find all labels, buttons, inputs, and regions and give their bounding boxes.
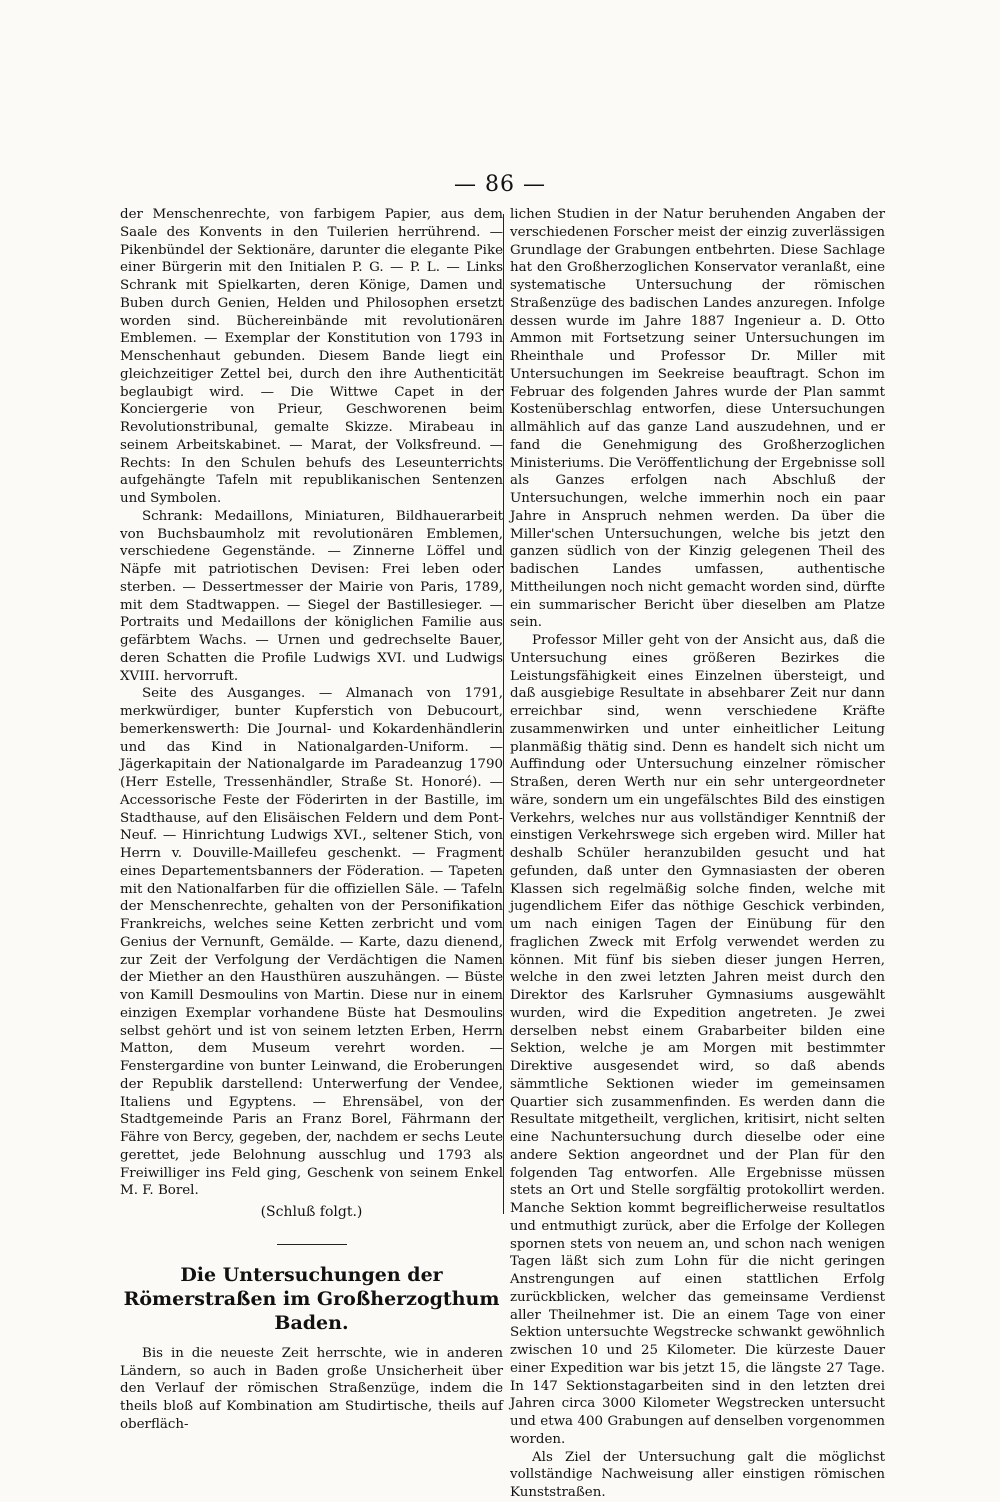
continued-note: (Schluß folgt.)	[260, 1204, 363, 1220]
left-paragraph-3: Seite des Ausganges. — Almanach von 1791, merkwürdiger, bunter Kupferstich von Debucourt, bemerkenswerth: Die Journal- und Kokardenhändlerin und das Kind in Nationalgarden-Uniform. — Jägerkapitain der Nationalgarde im Paradeanzug 1790 (Herr Estelle, Tressenhändler, Straße St. Honoré). — Accessorische Feste der Föderirten in der Bastille, im Stadthause, auf den Elisäischen Feldern und dem Pont-Neuf. — Hinrichtung Ludwigs XVI., seltener Stich, von Herrn v. Douville-Maillefeu geschenkt. — Fragment eines Departementsbanners der Föderation. — Tapeten mit den Nationalfarben für die offiziellen Säle. — Tafeln der Menschenrechte, gehalten von der Personifikation Frankreichs, welches seine Ketten zerbricht und vom Genius der Vernunft, Gemälde. — Karte, dazu dienend, zur Zeit der Verfolgung der Verdächtigen die Namen der Miether an den Hausthüren auszuhängen. — Büste von Kamill Desmoulins von Martin. Diese nur in einem einzigen Exemplar vorhandene Büste hat Desmoulins selbst gehört und ist von seinem letzten Erben, Herrn Matton, dem Museum verehrt worden. — Fenstergardine von bunter Leinwand, die Eroberungen der Republik darstellend: Unterwerfung der Vendee, Italiens und Egyptens. — Ehrensäbel, von der Stadtgemeinde Paris an Franz Borel, Fährmann der Fähre von Bercy, gegeben, der, nachdem er sechs Leute gerettet, jede Belohnung ausschlug und 1793 als Freiwilliger ins Feld ging, Geschenk von seinem Enkel M. F. Borel.	[120, 686, 503, 1199]
right-paragraph-1: lichen Studien in der Natur beruhenden Angaben der verschiedenen Forscher meist der einzig zuverlässigen Grundlage der Grabungen entbehrten. Diese Sachlage hat den Großherzoglichen Konservator veranlaßt, eine systematische Untersuchung der römischen Straßenzüge des badischen Landes anzuregen. Infolge dessen wurde im Jahre 1887 Ingenieur a. D. Otto Ammon mit Fortsetzung seiner Untersuchungen im Rheinthale und Professor Dr. Miller mit Untersuchungen im Seekreise beauftragt. Schon im Februar des folgenden Jahres wurde der Plan sammt Kostenüberschlag entworfen, diese Untersuchungen allmählich auf das ganze Land auszudehnen, und er fand die Genehmigung des Großherzoglichen Ministeriums. Die Veröffentlichung der Ergebnisse soll als Ganzes erfolgen nach Abschluß der Untersuchungen, welche immerhin noch ein paar Jahre in Anspruch nehmen werden. Da über die Miller'schen Untersuchungen, welche bis jetzt den ganzen südlich von der Kinzig gelegenen Theil des badischen Landes umfassen, authentische Mittheilungen noch nicht gemacht worden sind, dürfte ein summarischer Bericht über dieselben am Platze sein.	[510, 207, 885, 631]
left-paragraph-2: Schrank: Medaillons, Miniaturen, Bildhauerarbeit von Buchsbaumholz mit revolutionären Emblemen, verschiedene Gegenstände. — Zinnerne Löffel und Näpfe mit patriotischen Devisen: Frei leben oder sterben. — Dessertmesser der Mairie von Paris, 1789, mit dem Stadtwappen. — Siegel der Bastillesieger. — Portraits und Medaillons der königlichen Familie aus gefärbtem Wachs. — Urnen und gedrechselte Bauer, deren Schatten die Profile Ludwigs XVI. und Ludwigs XVIII. hervorruft.	[120, 508, 503, 684]
section-divider	[277, 1244, 347, 1245]
right-paragraph-2: Professor Miller geht von der Ansicht aus, daß die Untersuchung eines größeren Bezirkes die Leistungsfähigkeit eines Einzelnen übersteigt, und daß ausgiebige Resultate in absehbarer Zeit nur dann erreichbar sind, wenn verschiedene Kräfte zusammenwirken und unter einheitlicher Leitung planmäßig thätig sind. Denn es handelt sich nicht um Auffindung oder Untersuchung einzelner römischer Straßen, deren Werth nur ein sehr untergeordneter wäre, sondern um ein ungefälschtes Bild des einstigen Verkehrs, welches nur aus vollständiger Kenntniß der einstigen Verkehrswege sich ergeben wird. Miller hat deshalb Schüler heranzubilden gesucht und hat gefunden, daß unter den Gymnasiasten der oberen Klassen sich regelmäßig solche finden, welche mit jugendlichem Eifer das nöthige Geschick verbinden, um nach einigen Tagen der Einübung für den fraglichen Zweck mit Erfolg verwendet werden zu können. Mit fünf bis sieben dieser jungen Herren, welche in den zwei letzten Jahren meist durch den Direktor des Karlsruher Gymnasiums ausgewählt wurden, wird die Expedition angetreten. Je zwei derselben nebst einem Grabarbeiter bilden eine Sektion, welche je am Morgen mit bestimmter Direktive ausgesendet wird, so daß abends sämmtliche Sektionen wieder im gemeinsamen Quartier sich zusammenfinden. Es werden dann die Resultate mitgetheilt, verglichen, kritisirt, nicht selten eine Nachuntersuchung durch dieselbe oder eine andere Sektion angeordnet und der Plan für den folgenden Tag entworfen. Alle Ergebnisse müssen stets an Ort und Stelle sorgfältig protokollirt werden. Manche Sektion kommt begreiflicherweise resultatlos und entmuthigt zurück, aber die Erfolge der Kollegen spornen stets von neuem an, und schon nach wenigen Tagen läßt sich zum Lohn für die nicht geringen Anstrengungen auf einen stattlichen Erfolg zurückblicken, welcher das gemeinsame Verdienst aller Theilnehmer ist. Die an einem Tage von einer Sektion untersuchte Wegstrecke schwankt gewöhnlich zwischen 10 und 25 Kilometer. Die kürzeste Dauer einer Expedition war bis jetzt 15, die längste 27 Tage. In 147 Sektionstagarbeiten sind in den letzten drei Jahren circa 3000 Kilometer Wegstrecken untersucht und etwa 400 Grabungen auf denselben vorgenommen worden.	[510, 633, 885, 1447]
article-title: Die Untersuchungen der Römerstraßen im Großherzogthum Baden.	[123, 1263, 500, 1334]
right-paragraph-3: Als Ziel der Untersuchung galt die möglichst vollständige Nachweisung aller einstigen römischen Kunststraßen.	[510, 1449, 885, 1500]
column-rule	[503, 214, 504, 1214]
left-column	[120, 206, 503, 1434]
article-paragraph: Bis in die neueste Zeit herrschte, wie in anderen Ländern, so auch in Baden große Unsicherheit über den Verlauf der römischen Straßenzüge, indem die theils bloß auf Kombination am Studirtische, theils auf oberfläch-	[120, 1345, 503, 1432]
right-column	[510, 206, 885, 1502]
page-number: — 86 —	[454, 172, 546, 197]
left-paragraph-1: der Menschenrechte, von farbigem Papier, aus dem Saale des Konvents in den Tuilerien herrührend. — Pikenbündel der Sektionäre, darunter die elegante Pike einer Bürgerin mit den Initialen P. G. — P. L. — Links Schrank mit Spielkarten, deren Könige, Damen und Buben durch Genien, Helden und Philosophen ersetzt worden sind. Büchereinbände mit revolutionären Emblemen. — Exemplar der Konstitution von 1793 in Menschenhaut gebunden. Diesem Bande liegt ein gleichzeitiger Zettel bei, durch den ihre Authenticität beglaubigt wird. — Die Wittwe Capet in der Konciergerie von Prieur, Geschworenen beim Revolutionstribunal, gemalte Skizze. Mirabeau in seinem Arbeitskabinet. — Marat, der Volksfreund. — Rechts: In den Schulen behufs des Leseunterrichts aufgehängte Tafeln mit republikanischen Sentenzen und Symbolen.	[120, 207, 503, 506]
